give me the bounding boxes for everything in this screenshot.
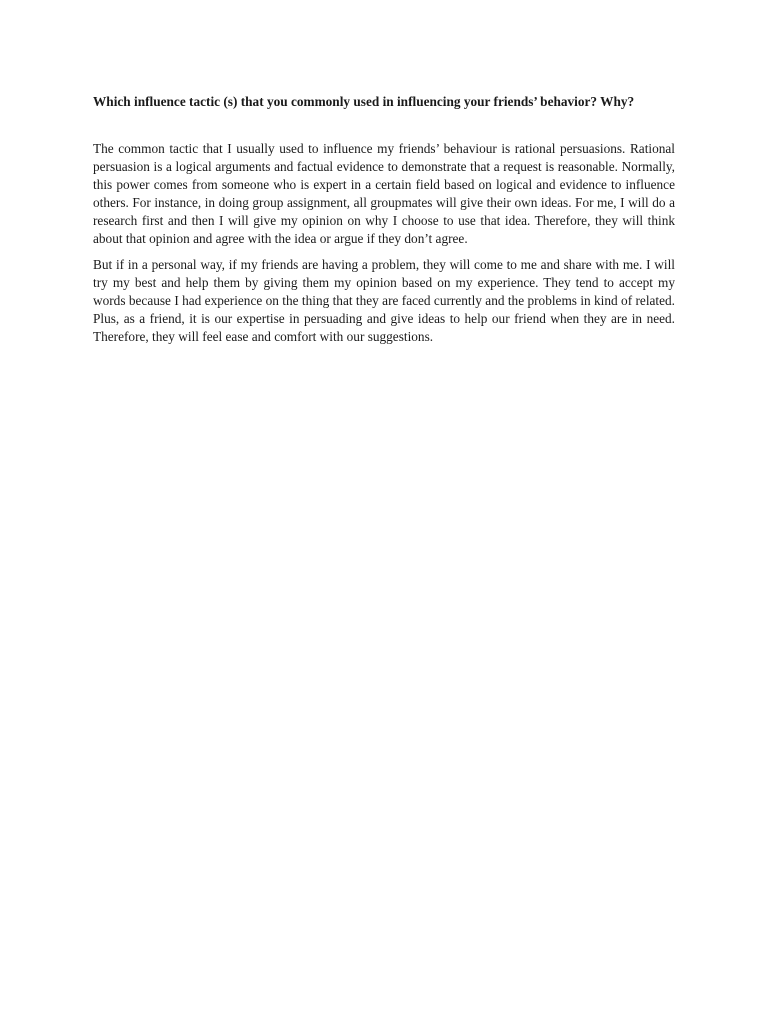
answer-paragraph-1: The common tactic that I usually used to influence my friends’ behaviour is rational persuasions. Rational persuasion is a logical arguments and factual evidence to demonstrate that a request is reasonable. Normally, this power comes from someone who is expert in a certain field based on logical and evidence to influence others. For instance, in doing group assignment, all groupmates will give their own ideas. For me, I will do a research first and then I will give my opinion on why I choose to use that idea. Therefore, they will think about that opinion and agree with the idea or argue if they don’t agree. [93, 141, 675, 246]
question-heading: Which influence tactic (s) that you commonly used in influencing your friends’ behavior? Why? [93, 94, 635, 109]
answer-paragraph-2: But if in a personal way, if my friends are having a problem, they will come to me and share with me. I will try my best and help them by giving them my opinion based on my experience. They tend to accept my words because I had experience on the thing that they are faced currently and the problems in kind of related. Plus, as a friend, it is our expertise in persuading and give ideas to help our friend when they are in need. Therefore, they will feel ease and comfort with our suggestions. [93, 257, 675, 344]
document-body [93, 93, 675, 354]
